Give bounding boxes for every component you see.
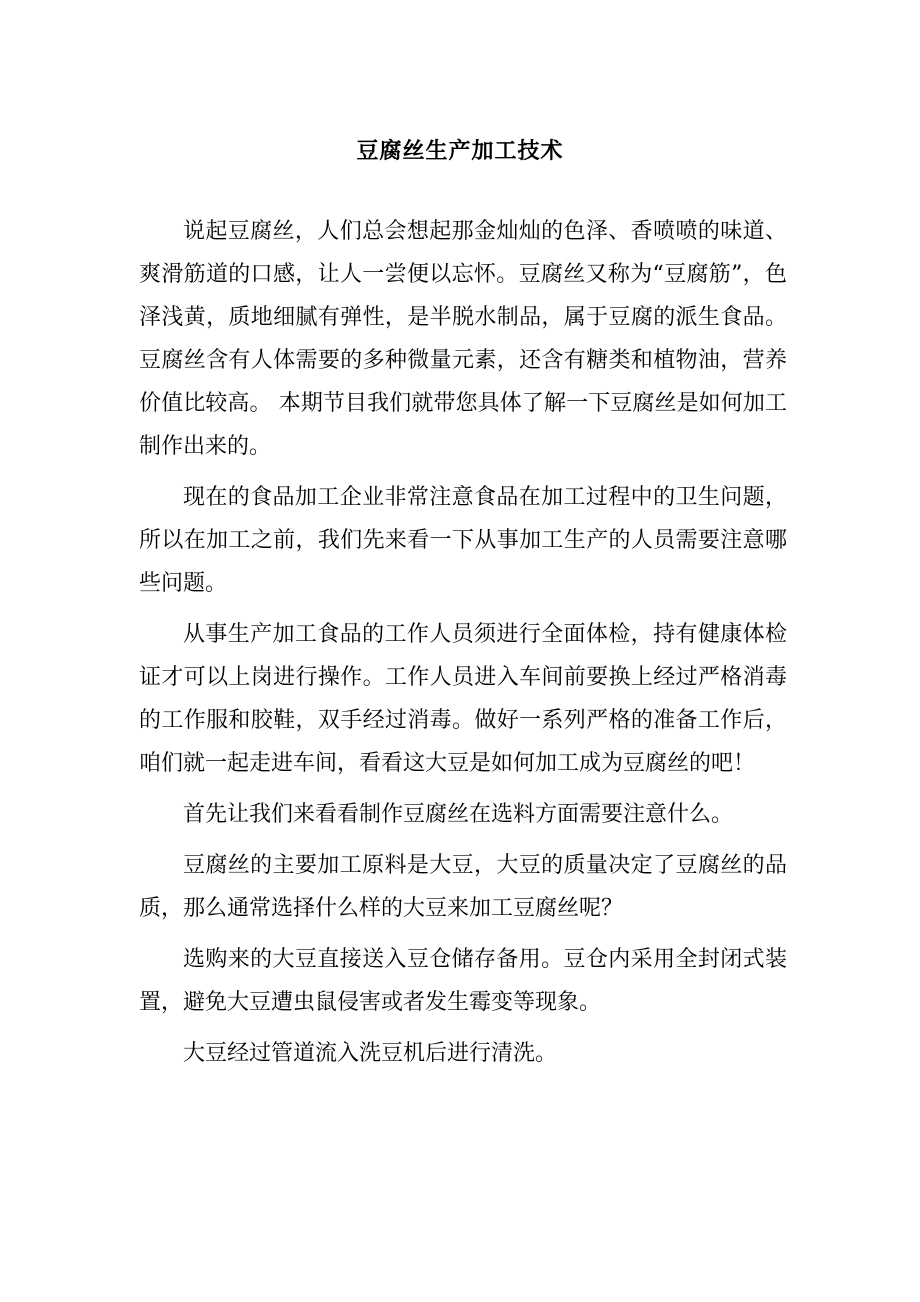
- paragraph-intro: 说起豆腐丝，人们总会想起那金灿灿的色泽、香喷喷的味道、爽滑筋道的口感，让人一尝便以忘怀。豆腐丝又称为“豆腐筋”，色泽浅黄，质地细腻有弹性，是半脱水制品，属于豆腐的派生食品。豆腐丝含有人体需要的多种微量元素，还含有糖类和植物油，营养价值比较高。 本期节目我们就带您具体了解一下豆腐丝是如何加工制作出来的。: [139, 219, 787, 459]
- document-title: 豆腐丝生产加工技术: [356, 137, 564, 164]
- paragraph-staff: 从事生产加工食品的工作人员须进行全面体检，持有健康体检证才可以上岗进行操作。工作人员进入车间前要换上经过严格消毒的工作服和胶鞋，双手经过消毒。做好一系列严格的准备工作后，咱们就一起走进车间，看看这大豆是如何加工成为豆腐丝的吧！: [139, 622, 787, 776]
- paragraph-storage: 选购来的大豆直接送入豆仓储存备用。豆仓内采用全封闭式装置，避免大豆遭虫鼠侵害或者发生霉变等现象。: [139, 947, 787, 1015]
- paragraph-selection: 首先让我们来看看制作豆腐丝在选料方面需要注意什么。: [183, 802, 734, 827]
- paragraph-washing: 大豆经过管道流入洗豆机后进行清洗。: [183, 1041, 558, 1066]
- document-body: [139, 210, 787, 1083]
- paragraph-hygiene: 现在的食品加工企业非常注意食品在加工过程中的卫生问题，所以在加工之前，我们先来看一下从事加工生产的人员需要注意哪些问题。: [139, 485, 787, 596]
- paragraph-raw-material: 豆腐丝的主要加工原料是大豆，大豆的质量决定了豆腐丝的品质，那么通常选择什么样的大豆来加工豆腐丝呢？: [139, 853, 787, 921]
